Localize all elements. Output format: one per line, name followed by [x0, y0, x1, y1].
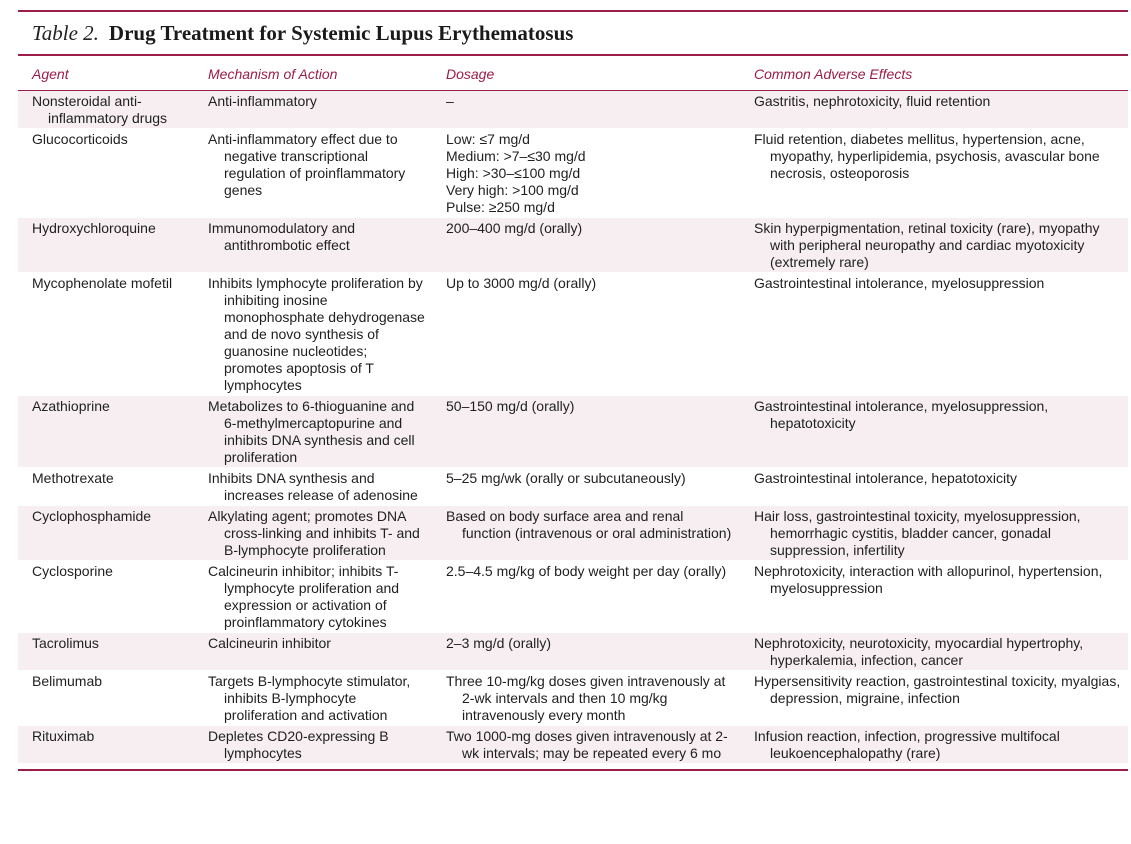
dosage-cell-text: 2–3 mg/d (orally) [446, 635, 552, 651]
dosage-cell-text: – [446, 93, 454, 109]
agent-cell [18, 726, 194, 764]
table-row [18, 129, 1128, 218]
agent-cell-text: Cyclosporine [32, 563, 113, 579]
adverse-effects-cell-text: Gastrointestinal intolerance, hepatotoxicity [754, 470, 1018, 486]
agent-cell-text: Rituximab [32, 728, 95, 744]
table-row [18, 273, 1128, 396]
dosage-cell [432, 396, 740, 468]
mechanism-cell-text: Targets B-lymphocyte stimulator, inhibits B-lymphocyte proliferation and activation [208, 673, 411, 723]
mechanism-cell [194, 218, 432, 273]
agent-cell-text: Hydroxychloroquine [32, 220, 156, 236]
dosage-cell-text: 2.5–4.5 mg/kg of body weight per day (orally) [446, 563, 727, 579]
header-adverse-effects: Common Adverse Effects [740, 56, 1128, 91]
mechanism-cell-text: Inhibits DNA synthesis and increases release of adenosine [208, 470, 418, 503]
dosage-cell [432, 506, 740, 561]
dosage-cell [432, 726, 740, 764]
adverse-effects-cell [740, 671, 1128, 726]
mechanism-cell-text: Immunomodulatory and antithrombotic effect [208, 220, 356, 253]
mechanism-cell [194, 506, 432, 561]
dosage-cell-text: 200–400 mg/d (orally) [446, 220, 583, 236]
adverse-effects-cell-text: Skin hyperpigmentation, retinal toxicity (rare), myopathy with peripheral neuropathy and cardiac myotoxicity (extremely rare) [754, 220, 1100, 270]
mechanism-cell [194, 273, 432, 396]
drug-table [18, 56, 1128, 763]
adverse-effects-cell-text: Infusion reaction, infection, progressive multifocal leukoencephalopathy (rare) [754, 728, 1060, 761]
dosage-cell-text: Medium: >7–≤30 mg/d [446, 148, 586, 164]
dosage-cell [432, 468, 740, 506]
dosage-cell-text: Low: ≤7 mg/d [446, 131, 530, 147]
mechanism-cell [194, 396, 432, 468]
table-row [18, 561, 1128, 633]
table-row [18, 218, 1128, 273]
table-body [18, 91, 1128, 764]
table-number: Table 2. [32, 20, 99, 45]
mechanism-cell [194, 633, 432, 671]
agent-cell [18, 218, 194, 273]
mechanism-cell-text: Inhibits lymphocyte proliferation by inhibiting inosine monophosphate dehydrogenase and de novo synthesis of guanosine nucleotides; promotes apoptosis of T lymphocytes [208, 275, 425, 393]
header-agent: Agent [18, 56, 194, 91]
mechanism-cell [194, 91, 432, 129]
dosage-cell [432, 633, 740, 671]
bottom-rule [18, 769, 1128, 771]
dosage-cell-text: Two 1000-mg doses given intravenously at 2-wk intervals; may be repeated every 6 mo [446, 728, 728, 761]
mechanism-cell-text: Calcineurin inhibitor; inhibits T-lymphocyte proliferation and expression or activation of proinflammatory cytokines [208, 563, 400, 630]
dosage-cell [432, 273, 740, 396]
adverse-effects-cell [740, 633, 1128, 671]
dosage-cell [432, 218, 740, 273]
agent-cell-text: Cyclophosphamide [32, 508, 152, 524]
adverse-effects-cell [740, 726, 1128, 764]
agent-cell-text: Azathioprine [32, 398, 110, 414]
table-title [18, 12, 1128, 54]
table-row [18, 396, 1128, 468]
table-row [18, 633, 1128, 671]
agent-cell [18, 91, 194, 129]
header-dosage: Dosage [432, 56, 740, 91]
adverse-effects-cell [740, 218, 1128, 273]
adverse-effects-cell [740, 468, 1128, 506]
table-row [18, 726, 1128, 764]
mechanism-cell-text: Depletes CD20-expressing B lymphocytes [208, 728, 389, 761]
mechanism-cell [194, 468, 432, 506]
agent-cell-text: Belimumab [32, 673, 103, 689]
agent-cell [18, 633, 194, 671]
dosage-cell-text: 5–25 mg/wk (orally or subcutaneously) [446, 470, 686, 486]
dosage-cell-text: Up to 3000 mg/d (orally) [446, 275, 597, 291]
mechanism-cell [194, 561, 432, 633]
dosage-cell-text: Based on body surface area and renal function (intravenous or oral administration) [446, 508, 732, 541]
mechanism-cell-text: Anti-inflammatory effect due to negative transcriptional regulation of proinflammatory genes [208, 131, 406, 198]
mechanism-cell-text: Alkylating agent; promotes DNA cross-linking and inhibits T- and B-lymphocyte proliferation [208, 508, 420, 558]
agent-cell [18, 506, 194, 561]
table-title-text: Drug Treatment for Systemic Lupus Erythematosus [108, 20, 574, 45]
dosage-cell [432, 561, 740, 633]
agent-cell [18, 671, 194, 726]
agent-cell-text: Glucocorticoids [32, 131, 128, 147]
mechanism-cell-text: Calcineurin inhibitor [208, 635, 331, 651]
adverse-effects-cell-text: Nephrotoxicity, interaction with allopurinol, hypertension, myelosuppression [754, 563, 1103, 596]
table-row [18, 91, 1128, 129]
table-row [18, 468, 1128, 506]
mechanism-cell-text: Anti-inflammatory [208, 93, 317, 109]
agent-cell-text: Tacrolimus [32, 635, 99, 651]
dosage-cell-text: Very high: >100 mg/d [446, 182, 579, 198]
adverse-effects-cell-text: Nephrotoxicity, neurotoxicity, myocardial hypertrophy, hyperkalemia, infection, cancer [754, 635, 1084, 668]
adverse-effects-cell-text: Gastrointestinal intolerance, myelosuppression [754, 275, 1045, 291]
adverse-effects-cell [740, 506, 1128, 561]
dosage-cell-text: 50–150 mg/d (orally) [446, 398, 575, 414]
adverse-effects-cell-text: Gastritis, nephrotoxicity, fluid retention [754, 93, 991, 109]
dosage-cell-text: Three 10-mg/kg doses given intravenously at 2-wk intervals and then 10 mg/kg intravenously every month [446, 673, 726, 723]
table-row [18, 506, 1128, 561]
dosage-cell [432, 129, 740, 218]
adverse-effects-cell-text: Gastrointestinal intolerance, myelosuppression, hepatotoxicity [754, 398, 1049, 431]
dosage-cell [432, 91, 740, 129]
mechanism-cell [194, 671, 432, 726]
agent-cell [18, 468, 194, 506]
mechanism-cell [194, 129, 432, 218]
agent-cell-text: Mycophenolate mofetil [32, 275, 173, 291]
agent-cell [18, 561, 194, 633]
adverse-effects-cell-text: Fluid retention, diabetes mellitus, hypertension, acne, myopathy, hyperlipidemia, psychosis, avascular bone necrosis, osteoporosis [754, 131, 1100, 181]
agent-cell [18, 129, 194, 218]
agent-cell [18, 273, 194, 396]
mechanism-cell [194, 726, 432, 764]
agent-cell-text: Nonsteroidal anti-inflammatory drugs [32, 93, 168, 126]
adverse-effects-cell [740, 129, 1128, 218]
agent-cell-text: Methotrexate [32, 470, 114, 486]
adverse-effects-cell-text: Hair loss, gastrointestinal toxicity, myelosuppression, hemorrhagic cystitis, bladder cancer, gonadal suppression, infertility [754, 508, 1081, 558]
dosage-cell-text: High: >30–≤100 mg/d [446, 165, 581, 181]
adverse-effects-cell [740, 561, 1128, 633]
mechanism-cell-text: Metabolizes to 6-thioguanine and 6-methylmercaptopurine and inhibits DNA synthesis and cell proliferation [208, 398, 415, 465]
header-row [18, 56, 1128, 91]
agent-cell [18, 396, 194, 468]
adverse-effects-cell-text: Hypersensitivity reaction, gastrointestinal toxicity, myalgias, depression, migraine, infection [754, 673, 1121, 706]
adverse-effects-cell [740, 396, 1128, 468]
adverse-effects-cell [740, 91, 1128, 129]
adverse-effects-cell [740, 273, 1128, 396]
header-mechanism: Mechanism of Action [194, 56, 432, 91]
dosage-cell-text: Pulse: ≥250 mg/d [446, 199, 555, 215]
table-row [18, 671, 1128, 726]
dosage-cell [432, 671, 740, 726]
table-container [18, 10, 1128, 771]
